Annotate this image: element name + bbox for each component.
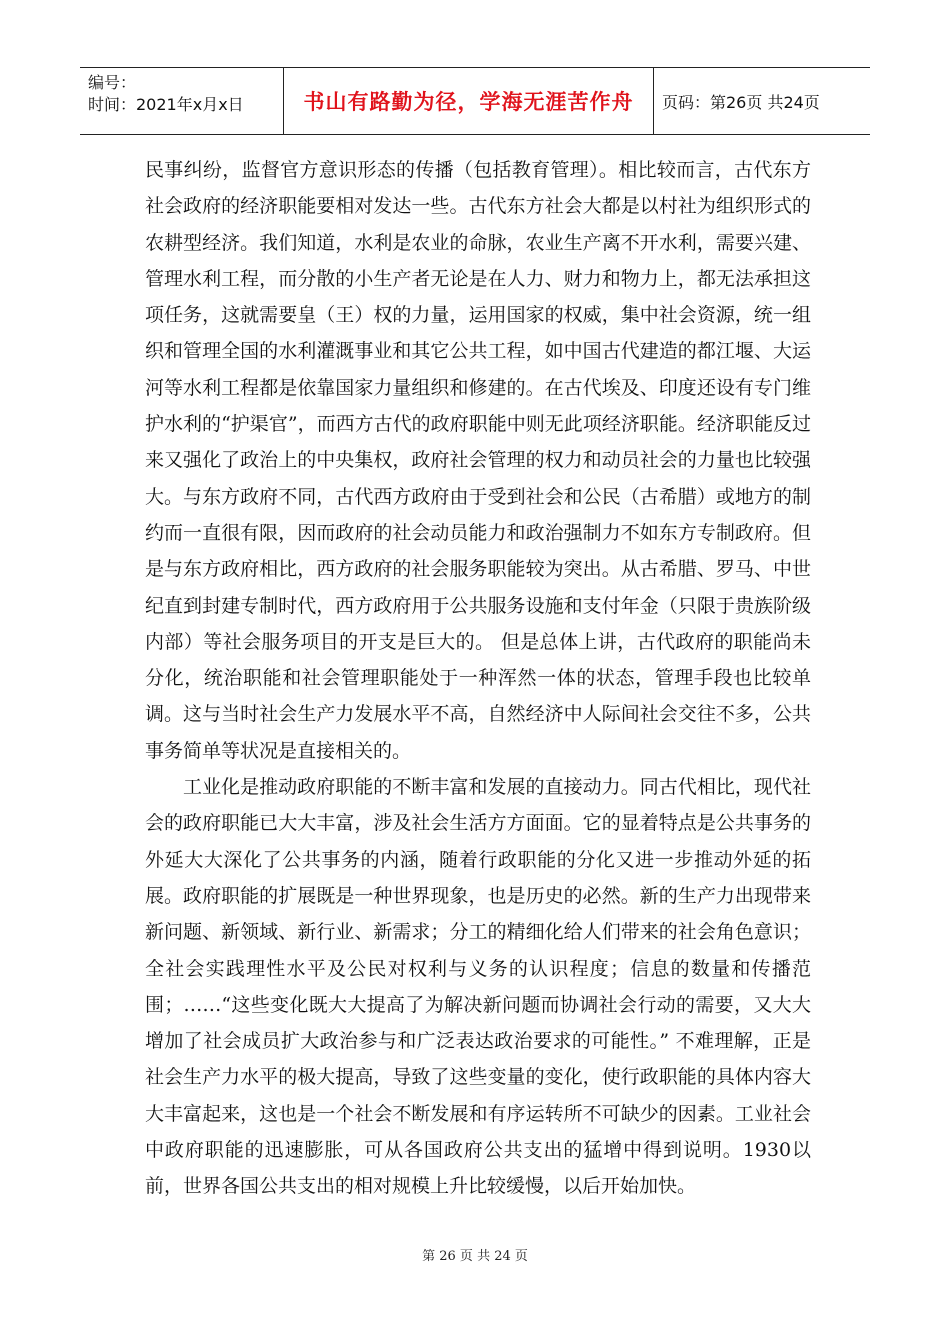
header-meta: [80, 68, 284, 134]
body-paragraph-2: 工业化是推动政府职能的不断丰富和发展的直接动力。同古代相比，现代社会的政府职能已大大丰富，涉及社会生活方方面面。它的显着特点是公共事务的外延大大深化了公共事务的内涵，随着行政职能的分化又进一步推动外延的拓展。政府职能的扩展既是一种世界现象，也是历史的必然。新的生产力出现带来新问题、新领域、新行业、新需求；分工的精细化给人们带来的社会角色意识；全社会实践理性水平及公民对权利与义务的认识程度；信息的数量和传播范围；……“这些变化既大大提高了为解决新问题而协调社会行动的需要，又大大增加了社会成员扩大政治参与和广泛表达政治要求的可能性。” 不难理解，正是社会生产力水平的极大提高，导致了这些变量的变化，使行政职能的具体内容大大丰富起来，这也是一个社会不断发展和有序运转所不可缺少的因素。工业社会中政府职能的迅速膨胀，可从各国政府公共支出的猛增中得到说明。1930以前，世界各国公共支出的相对规模上升比较缓慢，以后开始加快。: [145, 776, 811, 1198]
header-time-label: 时间：2021年x月x日: [88, 95, 244, 114]
document-body: [145, 152, 811, 1205]
header-motto: 书山有路勤为径，学海无涯苦作舟: [284, 68, 654, 134]
header-page-info: 页码：第26页 共24页: [662, 92, 820, 112]
header-number-label: 编号：: [88, 73, 137, 92]
page-footer: 第 26 页 共 24 页: [422, 1249, 528, 1264]
page-header: [80, 67, 870, 135]
body-paragraph-1: 民事纠纷，监督官方意识形态的传播（包括教育管理）。相比较而言，古代东方社会政府的经济职能要相对发达一些。古代东方社会大都是以村社为组织形式的农耕型经济。我们知道，水利是农业的命脉，农业生产离不开水利，需要兴建、管理水利工程，而分散的小生产者无论是在人力、财力和物力上，都无法承担这项任务，这就需要皇（王）权的力量，运用国家的权威，集中社会资源，统一组织和管理全国的水利灌溉事业和其它公共工程，如中国古代建造的都江堰、大运河等水利工程都是依靠国家力量组织和修建的。在古代埃及、印度还设有专门维护水利的“护渠官”，而西方古代的政府职能中则无此项经济职能。经济职能反过来又强化了政治上的中央集权，政府社会管理的权力和动员社会的力量也比较强大。与东方政府不同，古代西方政府由于受到社会和公民（古希腊）或地方的制约而一直很有限，因而政府的社会动员能力和政治强制力不如东方专制政府。但是与东方政府相比，西方政府的社会服务职能较为突出。从古希腊、罗马、中世纪直到封建专制时代，西方政府用于公共服务设施和支付年金（只限于贵族阶级内部）等社会服务项目的开支是巨大的。 但是总体上讲，古代政府的职能尚未分化，统治职能和社会管理职能处于一种浑然一体的状态，管理手段也比较单调。这与当时社会生产力发展水平不高，自然经济中人际间社会交往不多，公共事务简单等状况是直接相关的。: [145, 159, 811, 762]
